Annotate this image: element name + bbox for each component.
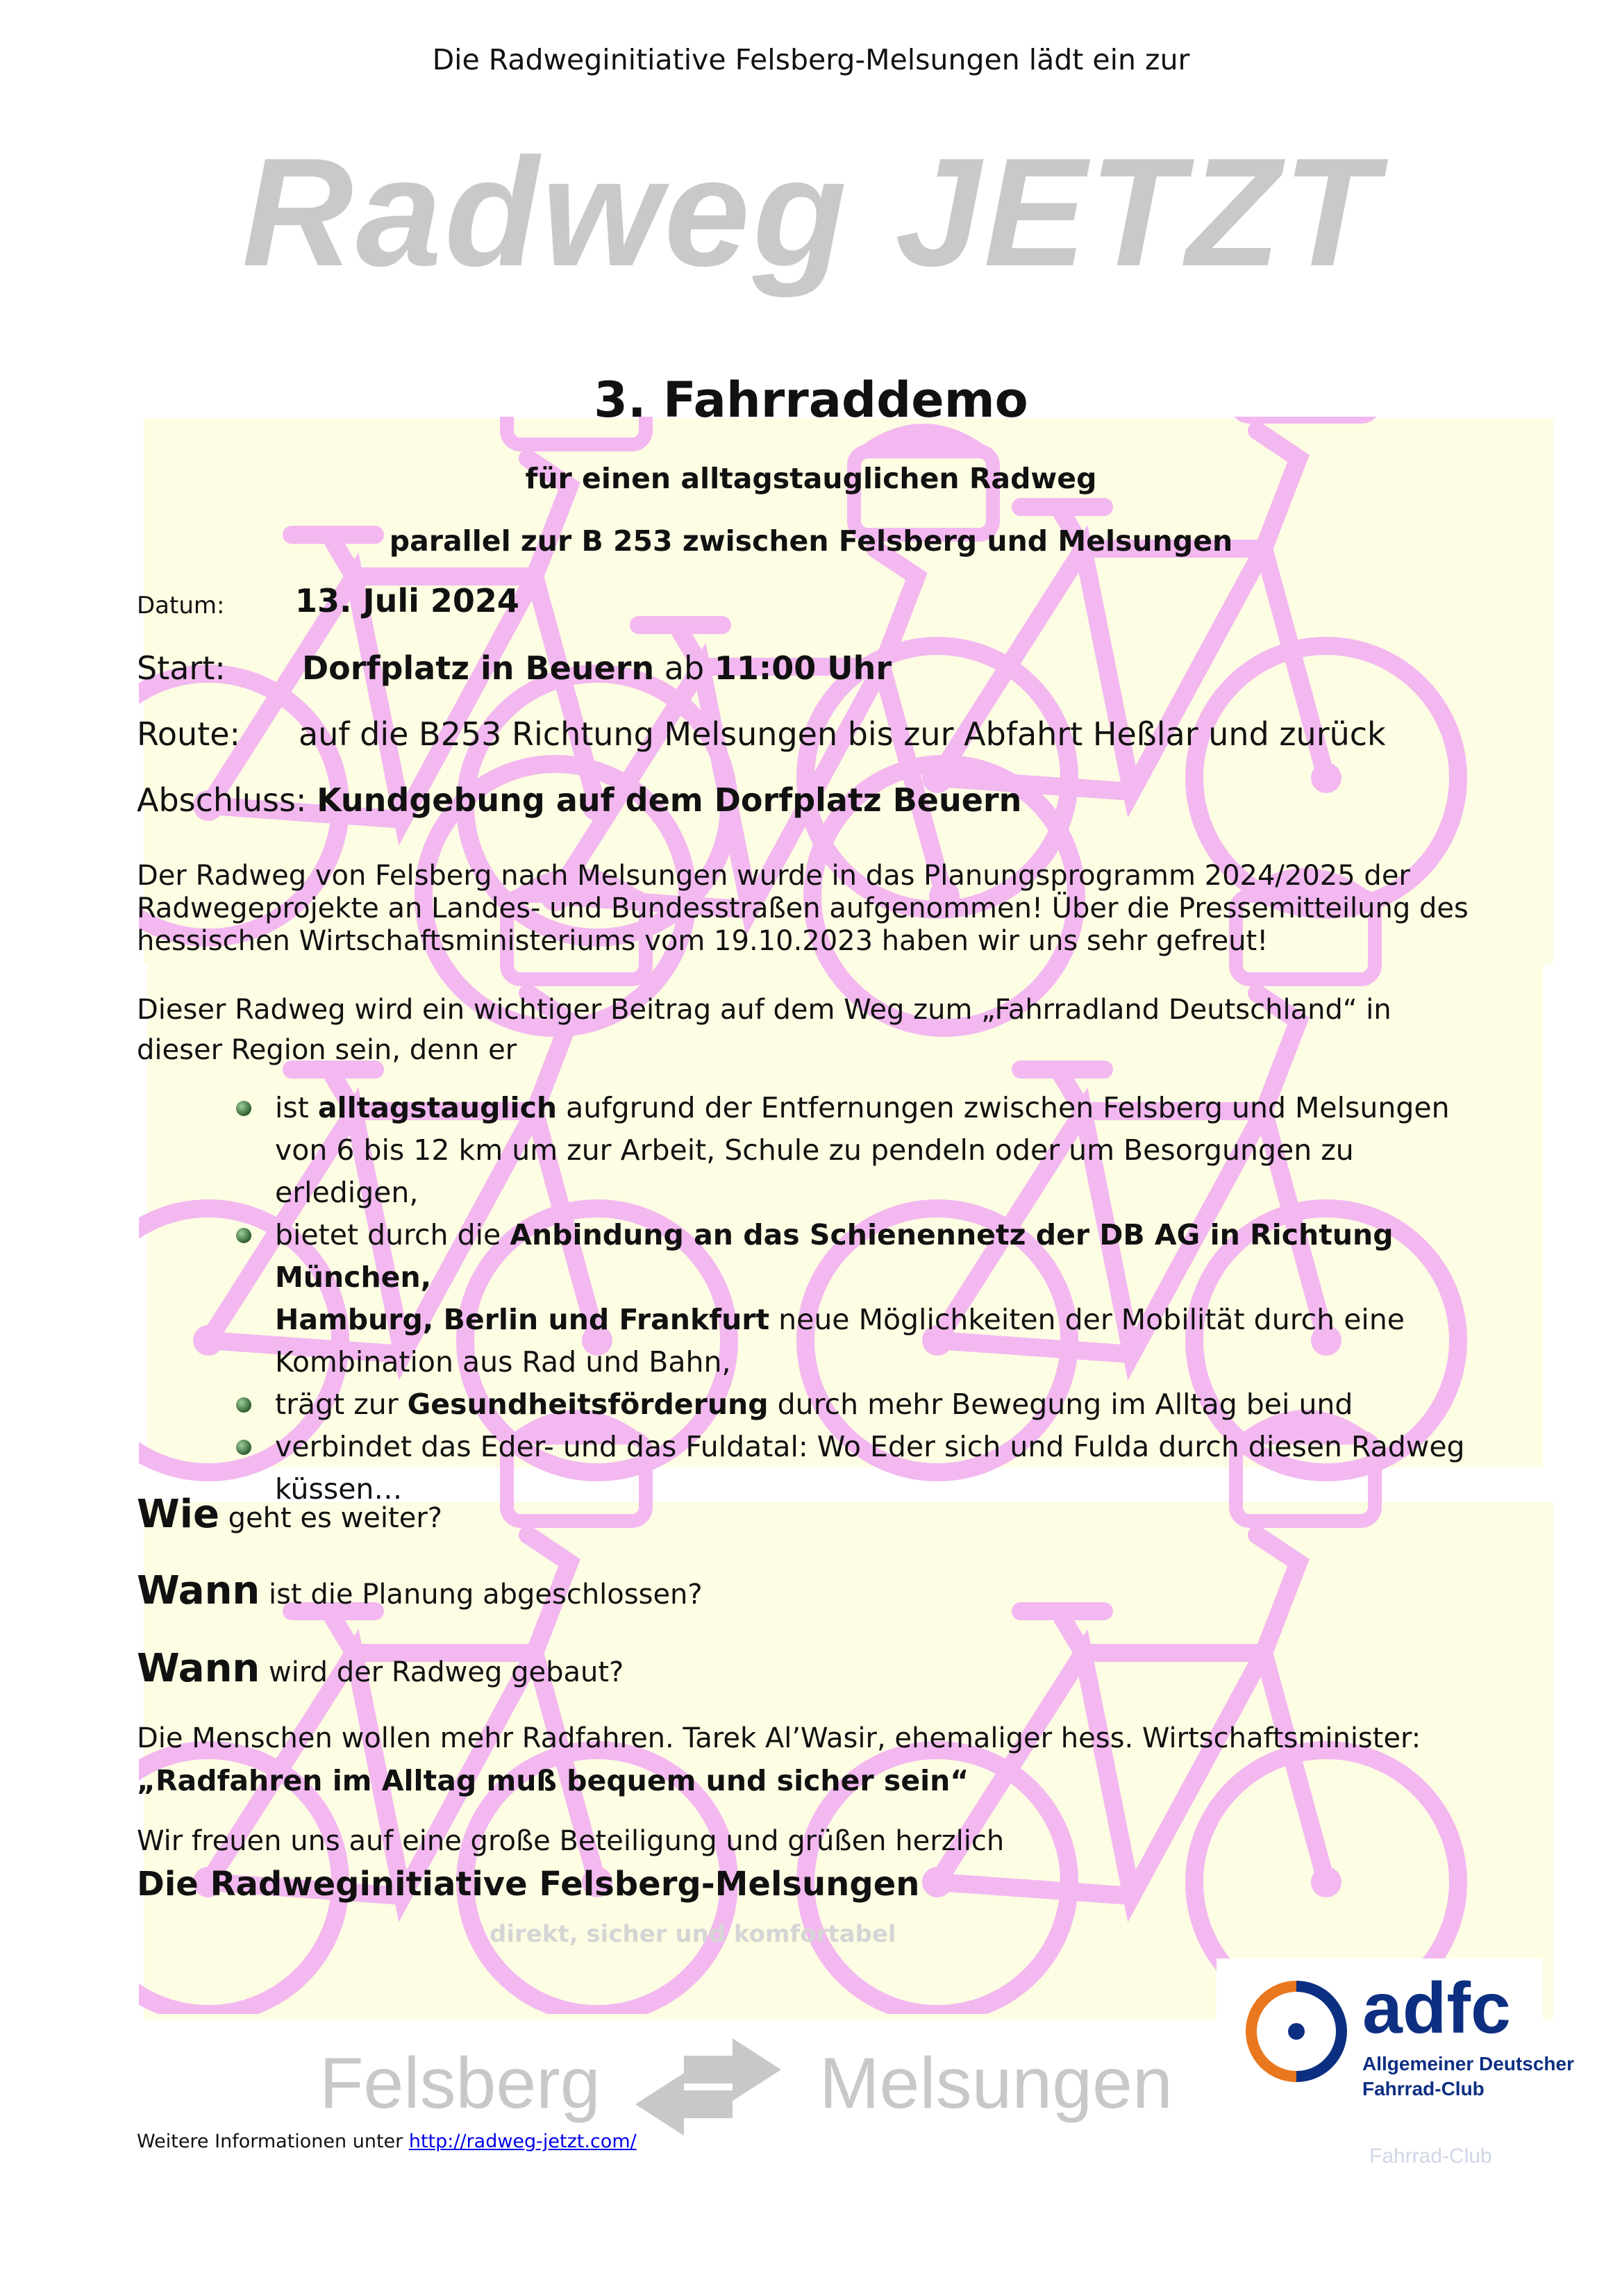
bullet-bold: Gesundheitsförderung bbox=[407, 1388, 769, 1421]
start-ab: ab bbox=[664, 649, 705, 687]
bullet-text: bietet durch die bbox=[275, 1218, 510, 1251]
intro-line: Die Radweginitiative Felsberg-Melsungen lädt ein zur bbox=[432, 43, 1190, 76]
adfc-logo-name: adfc bbox=[1362, 1968, 1511, 2049]
paragraph-contribution-line: Dieser Radweg wird ein wichtiger Beitrag auf dem Weg zum „Fahrradland Deutschland“ in bbox=[137, 994, 1391, 1026]
bullet-text: verbindet das Eder- und das Fuldatal: Wo Eder sich und Fulda durch diesen Radweg bbox=[275, 1430, 1465, 1463]
bullet-text: aufgrund der Entfernungen zwischen Felsberg und Melsungen bbox=[557, 1091, 1450, 1124]
bullet-text: erledigen, bbox=[275, 1176, 419, 1209]
bullet-text: durch mehr Bewegung im Alltag bei und bbox=[768, 1388, 1353, 1421]
radweg-jetzt-title: Radweg JETZT bbox=[242, 126, 1380, 299]
greeting-line: Wir freuen uns auf eine große Beteiligung und grüßen herzlich bbox=[137, 1825, 1005, 1857]
bullet-icon bbox=[236, 1440, 251, 1455]
faded-club-watermark: Fahrrad-Club bbox=[1369, 2145, 1492, 2168]
slogan-watermark: direkt, sicher und komfortabel bbox=[490, 1920, 896, 1948]
datum-row bbox=[137, 592, 224, 619]
paragraph-contribution bbox=[137, 990, 1553, 1070]
footer-city-felsberg: Felsberg bbox=[319, 2043, 601, 2124]
bullet-text: neue Möglichkeiten der Mobilität durch eine bbox=[769, 1303, 1405, 1336]
abschluss-value: Kundgebung auf dem Dorfplatz Beuern bbox=[317, 781, 1022, 819]
route-value: auf die B253 Richtung Melsungen bis zur Abfahrt Heßlar und zurück bbox=[299, 715, 1386, 753]
page-title: 3. Fahrraddemo bbox=[594, 372, 1028, 429]
abschluss-row bbox=[137, 781, 1021, 819]
bullet-text: küssen… bbox=[275, 1472, 403, 1506]
question-wann-bau bbox=[137, 1646, 624, 1691]
list-item bbox=[236, 1087, 1555, 1214]
benefits-list bbox=[236, 1087, 1555, 1511]
closing-statement: Die Menschen wollen mehr Radfahren. Tarek Al’Wasir, ehemaliger hess. Wirtschaftsminister: bbox=[137, 1722, 1421, 1754]
question-text: wird der Radweg gebaut? bbox=[260, 1656, 624, 1688]
paragraph-planning bbox=[137, 860, 1553, 958]
datum-value: 13. Juli 2024 bbox=[295, 582, 519, 619]
subtitle-location: parallel zur B 253 zwischen Felsberg und Melsungen bbox=[389, 524, 1233, 558]
adfc-logo-line1: Allgemeiner Deutscher bbox=[1362, 2053, 1574, 2074]
question-text: geht es weiter? bbox=[219, 1502, 442, 1534]
question-keyword: Wann bbox=[137, 1568, 260, 1613]
abschluss-label: Abschluss: bbox=[137, 781, 307, 819]
bullet-icon bbox=[236, 1397, 251, 1413]
start-label: Start: bbox=[137, 649, 226, 687]
question-wie bbox=[137, 1492, 442, 1537]
double-arrow-icon bbox=[628, 2038, 788, 2136]
bullet-bold: alltagstauglich bbox=[317, 1091, 558, 1124]
list-item bbox=[236, 1214, 1555, 1383]
footer-more-info-text: Weitere Informationen unter bbox=[137, 2131, 409, 2152]
bullet-icon bbox=[236, 1228, 251, 1243]
footer-city-melsungen: Melsungen bbox=[819, 2043, 1173, 2124]
start-place: Dorfplatz in Beuern bbox=[302, 649, 655, 687]
paragraph-planning-line: hessischen Wirtschaftsministeriums vom 19.10.2023 haben wir uns sehr gefreut! bbox=[137, 925, 1269, 957]
paragraph-planning-line: Radwegeprojekte an Landes- und Bundesstraßen aufgenommen! Über die Pressemitteilung des bbox=[137, 892, 1469, 924]
footer-link[interactable]: http://radweg-jetzt.com/ bbox=[408, 2131, 637, 2152]
adfc-logo-line2: Fahrrad-Club bbox=[1362, 2078, 1485, 2099]
question-keyword: Wann bbox=[137, 1646, 260, 1691]
bullet-icon bbox=[236, 1101, 251, 1116]
route-label: Route: bbox=[137, 715, 241, 753]
footer-more-info bbox=[137, 2131, 637, 2152]
question-keyword: Wie bbox=[137, 1492, 219, 1537]
start-value bbox=[302, 649, 892, 687]
bullet-text: ist bbox=[275, 1091, 318, 1124]
bullet-text: Kombination aus Rad und Bahn, bbox=[275, 1345, 731, 1379]
paragraph-contribution-line: dieser Region sein, denn er bbox=[137, 1034, 517, 1066]
subtitle-purpose: für einen alltagstauglichen Radweg bbox=[525, 462, 1097, 495]
adfc-logo-ring-icon bbox=[1244, 1979, 1348, 2083]
minister-quote: „Radfahren im Alltag muß bequem und sicher sein“ bbox=[137, 1764, 969, 1797]
bullet-bold: Anbindung an das Schienennetz der DB AG in Richtung München, bbox=[275, 1218, 1394, 1294]
bullet-text: von 6 bis 12 km um zur Arbeit, Schule zu pendeln oder um Besorgungen zu bbox=[275, 1133, 1354, 1167]
start-time: 11:00 Uhr bbox=[714, 649, 892, 687]
signature: Die Radweginitiative Felsberg-Melsungen bbox=[137, 1865, 920, 1904]
bullet-bold: Hamburg, Berlin und Frankfurt bbox=[275, 1303, 770, 1336]
datum-label: Datum: bbox=[137, 592, 225, 619]
question-text: ist die Planung abgeschlossen? bbox=[260, 1579, 703, 1611]
bullet-text: trägt zur bbox=[275, 1388, 408, 1421]
question-wann-planung bbox=[137, 1568, 703, 1613]
paragraph-planning-line: Der Radweg von Felsberg nach Melsungen wurde in das Planungsprogramm 2024/2025 der bbox=[137, 860, 1410, 892]
list-item bbox=[236, 1383, 1555, 1426]
